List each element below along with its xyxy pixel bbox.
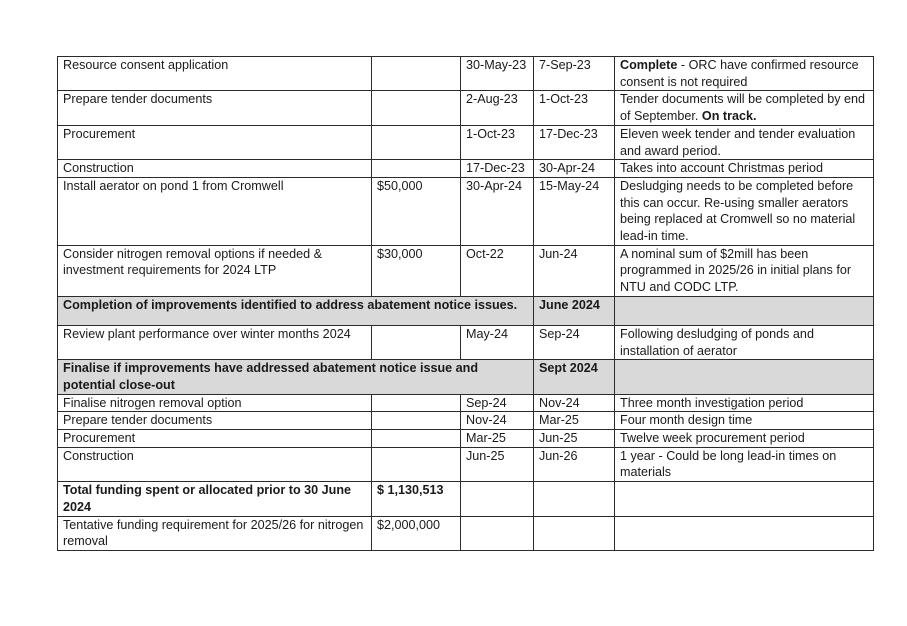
table-row xyxy=(58,91,874,125)
totals-row xyxy=(58,516,874,550)
comment-cell: Twelve week procurement period xyxy=(615,430,874,448)
start-date-cell: 1-Oct-23 xyxy=(461,125,534,159)
comment-cell: 1 year - Could be long lead-in times on materials xyxy=(615,447,874,481)
cost-cell: $30,000 xyxy=(372,245,461,296)
end-date-cell: 1-Oct-23 xyxy=(534,91,615,125)
totals-row xyxy=(58,482,874,516)
milestone-row xyxy=(58,296,874,325)
table-row xyxy=(58,412,874,430)
table-row xyxy=(58,430,874,448)
empty-cell xyxy=(534,482,615,516)
cost-cell xyxy=(372,160,461,178)
empty-cell xyxy=(615,516,874,550)
comment-status: On track. xyxy=(701,109,757,124)
cost-cell xyxy=(372,325,461,359)
start-date-cell: Jun-25 xyxy=(461,447,534,481)
comment-text: Tender documents will be completed by end of September. xyxy=(620,92,866,124)
project-schedule-table xyxy=(57,56,874,551)
end-date-cell: 7-Sep-23 xyxy=(534,57,615,91)
comment-cell: Eleven week tender and tender evaluation and award period. xyxy=(615,125,874,159)
empty-cell xyxy=(461,482,534,516)
end-date-cell: Jun-25 xyxy=(534,430,615,448)
end-date-cell: Sep-24 xyxy=(534,325,615,359)
cost-cell xyxy=(372,447,461,481)
cost-cell xyxy=(372,91,461,125)
comment-text: - ORC have confirmed resource consent is not required xyxy=(620,58,859,89)
task-cell: Consider nitrogen removal options if needed & investment requirements for 2024 LTP xyxy=(58,245,372,296)
start-date-cell: May-24 xyxy=(461,325,534,359)
total-funding-label: Total funding spent or allocated prior to 30 June 2024 xyxy=(58,482,372,516)
task-cell: Procurement xyxy=(58,430,372,448)
comment-cell xyxy=(615,91,874,125)
task-cell: Procurement xyxy=(58,125,372,159)
cost-cell xyxy=(372,125,461,159)
end-date-cell: Jun-24 xyxy=(534,245,615,296)
cost-cell xyxy=(372,57,461,91)
end-date-cell: 15-May-24 xyxy=(534,177,615,245)
tentative-funding-label: Tentative funding requirement for 2025/26 for nitrogen removal xyxy=(58,516,372,550)
empty-cell xyxy=(615,482,874,516)
start-date-cell: Sep-24 xyxy=(461,394,534,412)
start-date-cell: 30-May-23 xyxy=(461,57,534,91)
task-cell: Construction xyxy=(58,447,372,481)
start-date-cell: Mar-25 xyxy=(461,430,534,448)
table-row xyxy=(58,394,874,412)
comment-cell: Four month design time xyxy=(615,412,874,430)
comment-status: Complete xyxy=(620,58,678,72)
comment-cell xyxy=(615,57,874,91)
comment-cell: Following desludging of ponds and installation of aerator xyxy=(615,325,874,359)
start-date-cell: 17-Dec-23 xyxy=(461,160,534,178)
comment-cell: Desludging needs to be completed before this can occur. Re-using smaller aerators being replaced at Cromwell so no material lead-in time. xyxy=(615,177,874,245)
empty-cell xyxy=(615,360,874,394)
task-cell: Install aerator on pond 1 from Cromwell xyxy=(58,177,372,245)
milestone-label: Finalise if improvements have addressed abatement notice issue and potential close-out xyxy=(58,360,534,394)
comment-cell: Three month investigation period xyxy=(615,394,874,412)
milestone-row xyxy=(58,360,874,394)
task-cell: Prepare tender documents xyxy=(58,91,372,125)
cost-cell xyxy=(372,394,461,412)
task-cell: Construction xyxy=(58,160,372,178)
cost-cell xyxy=(372,430,461,448)
tentative-funding-value: $2,000,000 xyxy=(372,516,461,550)
total-funding-value: $ 1,130,513 xyxy=(372,482,461,516)
table-row xyxy=(58,160,874,178)
milestone-date: Sept 2024 xyxy=(534,360,615,394)
cost-cell xyxy=(372,412,461,430)
cost-cell: $50,000 xyxy=(372,177,461,245)
start-date-cell: 30-Apr-24 xyxy=(461,177,534,245)
empty-cell xyxy=(534,516,615,550)
end-date-cell: Jun-26 xyxy=(534,447,615,481)
task-cell: Resource consent application xyxy=(58,57,372,91)
table-row xyxy=(58,325,874,359)
end-date-cell: Mar-25 xyxy=(534,412,615,430)
task-cell: Review plant performance over winter months 2024 xyxy=(58,325,372,359)
end-date-cell: Nov-24 xyxy=(534,394,615,412)
start-date-cell: Nov-24 xyxy=(461,412,534,430)
end-date-cell: 17-Dec-23 xyxy=(534,125,615,159)
table-row xyxy=(58,125,874,159)
table-row xyxy=(58,57,874,91)
empty-cell xyxy=(461,516,534,550)
task-cell: Prepare tender documents xyxy=(58,412,372,430)
end-date-cell: 30-Apr-24 xyxy=(534,160,615,178)
table-row xyxy=(58,447,874,481)
comment-cell: Takes into account Christmas period xyxy=(615,160,874,178)
table-row xyxy=(58,177,874,245)
milestone-date: June 2024 xyxy=(534,296,615,325)
milestone-label: Completion of improvements identified to address abatement notice issues. xyxy=(58,296,534,325)
task-cell: Finalise nitrogen removal option xyxy=(58,394,372,412)
start-date-cell: Oct-22 xyxy=(461,245,534,296)
start-date-cell: 2-Aug-23 xyxy=(461,91,534,125)
comment-cell: A nominal sum of $2mill has been programmed in 2025/26 in initial plans for NTU and CODC LTP. xyxy=(615,245,874,296)
empty-cell xyxy=(615,296,874,325)
table-row xyxy=(58,245,874,296)
